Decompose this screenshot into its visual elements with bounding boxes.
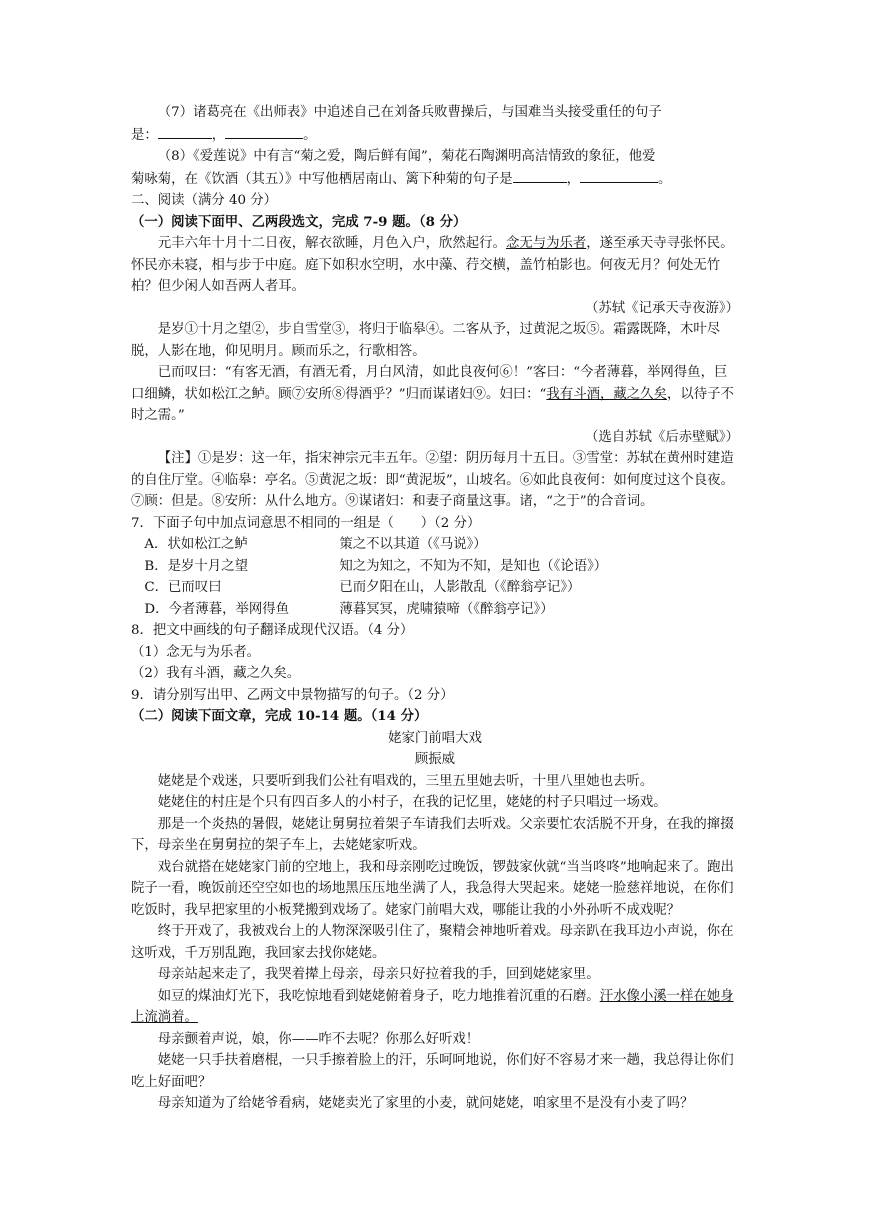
story-title: 姥家门前唱大戏 [388,730,482,746]
story-paragraph: 终于开戏了，我被戏台上的人物深深吸引住了，聚精会神地听着戏。母亲趴在我耳边小声说，你在这听戏，千万别乱跑，我回家去找你姥姥。 [131,924,734,961]
fill-question-8-answer-line: 菊咏菊，在《饮酒（其五）》中写他栖居南山、篱下种菊的句子是 ， 。 [131,168,739,191]
answer-blank[interactable] [580,168,658,183]
story-paragraph: 那是一个炎热的暑假，姥姥让舅舅拉着架子车请我们去听戏。父亲要忙农活脱不开身，在我的撺掇下，母亲坐在舅舅拉的架子车上，去姥姥家听戏。 [131,816,734,853]
passage-yi-paragraph: 是岁①十月之望②，步自雪堂③，将归于临皋④。二客从予，过黄泥之坂⑤。霜露既降，木叶尽脱，人影在地，仰见明月。顾而乐之，行歌相答。 [131,322,721,359]
passage-source: （苏轼《记承天寺夜游》） [585,300,739,316]
underlined-sentence: 汗水像小溪一样在她身上流淌着。 [131,988,734,1025]
story-paragraph: 姥姥一只手扶着磨棍，一只手擦着脸上的汗，乐呵呵地说，你们好不容易才来一趟，我总得让你们吃上好面吧？ [131,1053,734,1090]
answer-blank[interactable] [225,124,303,139]
question-9: 9．请分别写出甲、乙两文中景物描写的句子。（2 分） [131,687,454,703]
story-paragraph: 姥姥是个戏迷，只要听到我们公社有唱戏的，三里五里她去听，十里八里她也去听。 [157,773,654,789]
story-paragraph: 母亲颤着声说，娘，你——咋不去呢？你那么好听戏！ [157,1031,480,1047]
section-title: 二、阅读（满分 40 分） [131,193,278,208]
option-a[interactable]: A．状如松江之鲈 策之不以其道（《马说》） [144,537,487,552]
annotation-note: 【注】①是岁：这一年，指宋神宗元丰五年。②望：阴历每月十五日。③雪堂：苏轼在黄州时建造的自住厅堂。④临皋：亭名。⑤黄泥之坂：即“黄泥坂”，山坡名。⑥如此良夜何：如何度过这个良夜。⑦顾：但是。⑧安所：从什么地方。⑨谋诸妇：和妻子商量这事。诸，“之于”的合音词。 [131,451,734,509]
underlined-sentence: 我有斗酒，藏之久矣 [546,386,667,402]
option-c[interactable]: C．已而叹曰 已而夕阳在山，人影散乱（《醉翁亭记》） [144,580,581,595]
page-content [131,102,739,1115]
story-paragraph: 姥姥住的村庄是个只有四百多人的小村子，在我的记忆里，姥姥的村子只唱过一场戏。 [157,795,667,810]
part-title: （二）阅读下面文章，完成 10-14 题。（14 分） [131,708,428,724]
question-8-item: （2）我有斗酒，藏之久矣。 [131,666,301,681]
option-b[interactable]: B．是岁十月之望 知之为知之，不知为不知，是知也（《论语》） [144,558,608,574]
story-paragraph: 如豆的煤油灯光下，我吃惊地看到姥姥俯着身子，吃力地推着沉重的石磨。汗水像小溪一样在她身上流淌着。 [131,988,734,1025]
question-8: 8．把文中画线的句子翻译成现代汉语。（4 分） [131,623,414,638]
fill-question-7-answer-line: 是： ， 。 [131,124,739,147]
answer-blank[interactable] [513,168,567,183]
underlined-sentence: 念无与为乐者 [505,236,587,251]
fill-question-8: （8）《爱莲说》中有言“菊之爱，陶后鲜有闻”，菊花石陶渊明高洁情致的象征，他爱 [157,149,656,164]
question-7: 7．下面子句中加点词意思不相同的一组是（ ）（2 分） [131,515,481,531]
story-paragraph: 戏台就搭在姥姥家门前的空地上，我和母亲刚吃过晚饭，锣鼓家伙就“当当咚咚”地响起来了。跑出院子一看，晚饭前还空空如也的场地黑压压地坐满了人，我急得大哭起来。姥姥一脸慈祥地说，在你们吃饭时，我早把家里的小板凳搬到戏场了。姥家门前唱大戏，哪能让我的小外孙听不成戏呢？ [131,859,734,918]
question-text: （7）诸葛亮在《出师表》中追述自己在刘备兵败曹操后，与国难当头接受重任的句子 [157,105,662,120]
passage-source: （选自苏轼《后赤壁赋》） [585,429,739,445]
passage-jia: 元丰六年十月十二日夜，解衣欲睡，月色入户，欣然起行。念无与为乐者，遂至承天寺寻张怀民。怀民亦未寝，相与步于中庭。庭下如积水空明，水中藻、荇交横，盖竹柏影也。何夜无月？何处无竹柏？但少闲人如吾两人者耳。 [131,236,734,294]
story-paragraph: 母亲站起来走了，我哭着撵上母亲，母亲只好拉着我的手，回到姥姥家里。 [157,967,600,982]
answer-blank[interactable] [158,124,212,139]
story-paragraph: 母亲知道为了给姥爷看病，姥姥卖光了家里的小麦，就问姥姥，咱家里不是没有小麦了吗？ [157,1096,694,1111]
passage-yi-paragraph: 已而叹曰：“有客无酒，有酒无肴，月白风清，如此良夜何⑥！”客曰：“今者薄暮，举网得鱼，巨口细鳞，状如松江之鲈。顾⑦安所⑧得酒乎？”归而谋诸妇⑨。妇曰：“我有斗酒，藏之久矣，以待子不时之需。” [131,365,734,423]
story-author: 顾振威 [414,752,456,767]
option-d[interactable]: D．今者薄暮，举网得鱼 薄暮冥冥，虎啸猿啼（《醉翁亭记》） [144,601,554,617]
fill-question-7 [131,102,739,124]
question-8-item: （1）念无与为乐者。 [131,644,261,660]
part-title: （一）阅读下面甲、乙两段选文，完成 7-9 题。（8 分） [131,213,467,230]
